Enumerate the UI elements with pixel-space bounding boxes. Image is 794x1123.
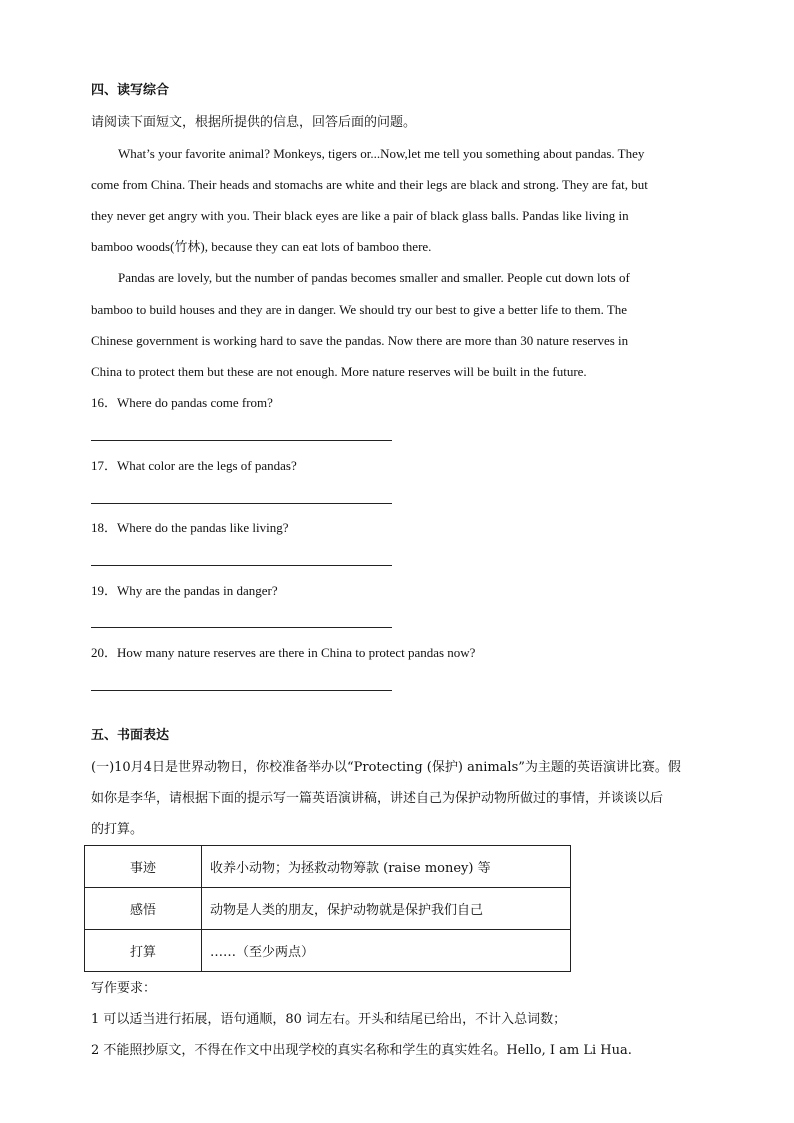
requirements-title: 写作要求： [91,981,157,996]
passage-line: they never get angry with you. Their black eyes are like a pair of black glass balls. Pandas like living in [91,208,629,223]
passage-line: China to protect them but these are not enough. More nature reserves will be built in the future. [91,364,587,379]
requirement-item: 1 可以适当进行拓展，语句通顺，80 词左右。开头和结尾已给出，不计入总词数； [91,1012,567,1027]
table-row [85,930,571,972]
passage-line: bamboo woods(竹林), because they can eat lots of bamboo there. [91,239,432,254]
question-18: 18．Where do the pandas like living? [91,520,289,535]
tips-label-cell: 感悟 [85,888,202,930]
question-20: 20．How many nature reserves are there in China to protect pandas now? [91,645,476,660]
answer-line-20[interactable] [91,690,392,691]
passage-line: What’s your favorite animal? Monkeys, tigers or...Now,let me tell you something about pandas. They [118,146,645,161]
requirement-item: 2 不能照抄原文，不得在作文中出现学校的真实名称和学生的真实姓名。Hello, I am Li Hua. [91,1043,632,1058]
writing-prompt-line: 的打算。 [91,822,144,837]
answer-line-18[interactable] [91,565,392,566]
tips-content-cell: ……（至少两点） [202,930,571,972]
writing-tips-table [84,845,571,972]
passage-line: Chinese government is working hard to save the pandas. Now there are more than 30 nature reserves in [91,333,629,348]
section-4-heading: 四、读写综合 [91,83,170,98]
answer-line-17[interactable] [91,503,392,504]
writing-prompt-line: (一)10月4日是世界动物日，你校准备举办以“Protecting (保护) animals”为主题的英语演讲比赛。假 [91,760,681,775]
writing-prompt-line: 如你是李华，请根据下面的提示写一篇英语演讲稿，讲述自己为保护动物所做过的事情，并谈谈以后 [91,791,664,806]
section-5-heading: 五、书面表达 [91,728,170,743]
tips-label-cell: 打算 [85,930,202,972]
question-19: 19．Why are the pandas in danger? [91,583,278,598]
tips-content-cell: 动物是人类的朋友，保护动物就是保护我们自己 [202,888,571,930]
question-17: 17．What color are the legs of pandas? [91,458,297,473]
answer-line-16[interactable] [91,440,392,441]
table-row [85,888,571,930]
passage-line: Pandas are lovely, but the number of pandas becomes smaller and smaller. People cut down lots of [118,270,630,285]
tips-label-cell: 事迹 [85,846,202,888]
question-16: 16．Where do pandas come from? [91,395,273,410]
table-row [85,846,571,888]
section-4-instruction: 请阅读下面短文，根据所提供的信息，回答后面的问题。 [91,115,417,130]
passage-line: bamboo to build houses and they are in danger. We should try our best to give a better life to them. The [91,302,628,317]
tips-content-cell: 收养小动物；为拯救动物筹款 (raise money) 等 [202,846,571,888]
passage-line: come from China. Their heads and stomachs are white and their legs are black and strong. They are fat, but [91,177,648,192]
answer-line-19[interactable] [91,627,392,628]
